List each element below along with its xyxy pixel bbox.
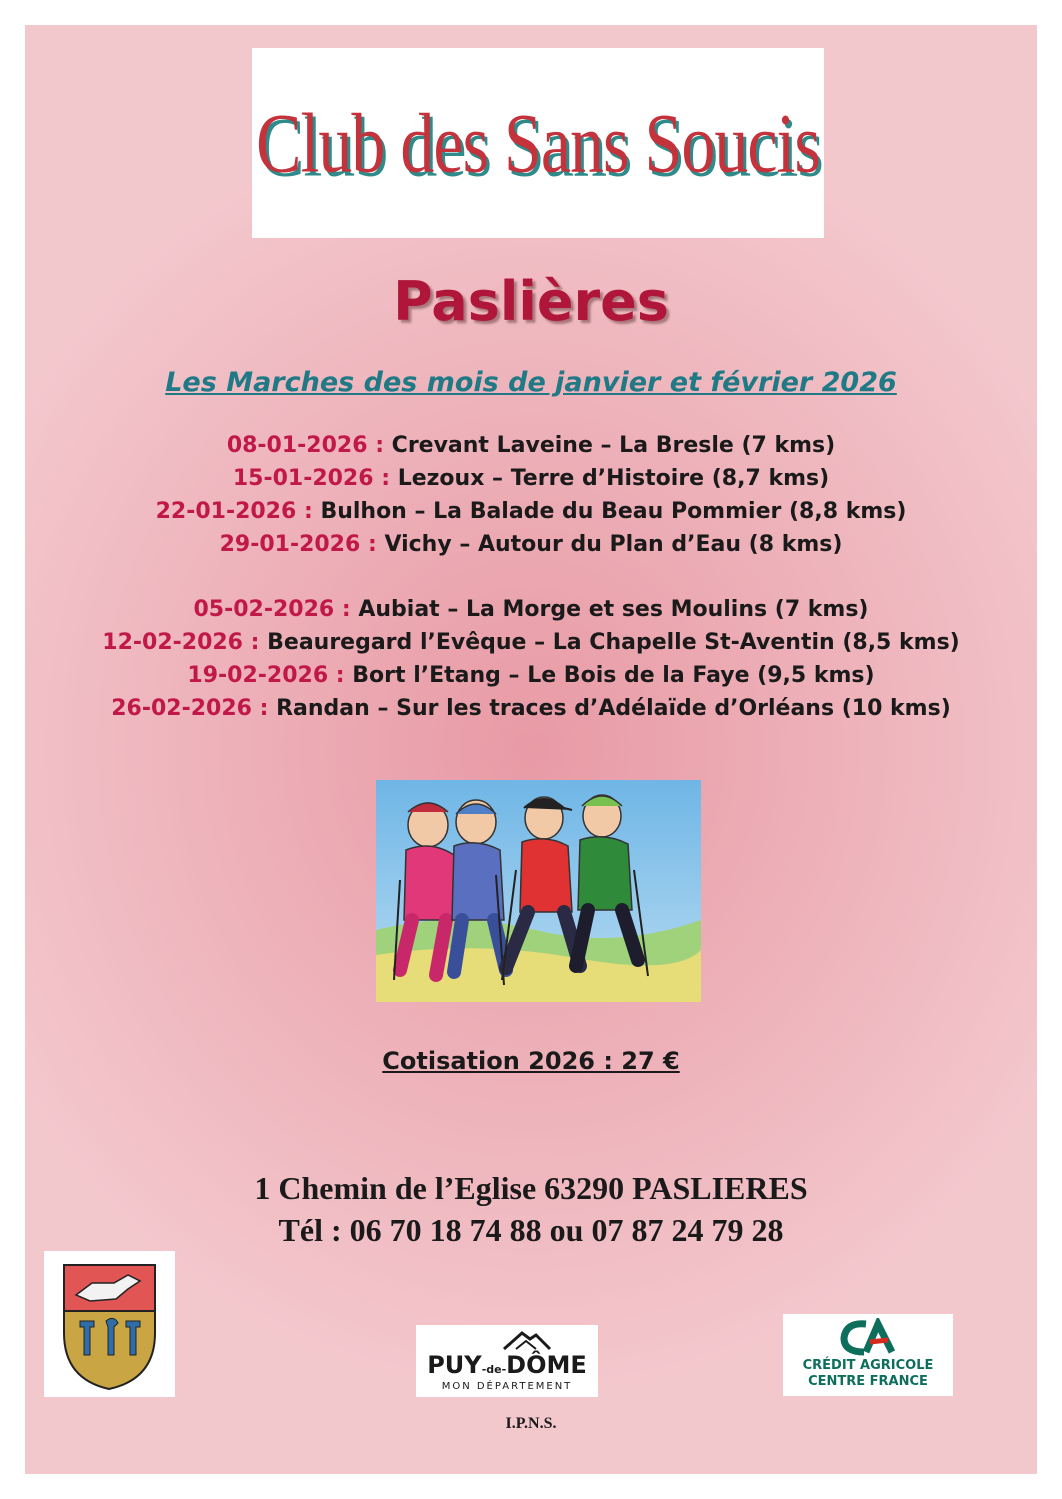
walk-date: 22-01-2026 : bbox=[155, 499, 313, 524]
walks-list-february bbox=[25, 593, 1037, 725]
walks-list-january bbox=[25, 429, 1037, 561]
puy-de-dome-logo bbox=[416, 1325, 598, 1397]
phone-line: Tél : 06 70 18 74 88 ou 07 87 24 79 28 bbox=[278, 1212, 784, 1248]
club-name: Club des Sans Soucis bbox=[256, 94, 820, 190]
puy-de-text: -de- bbox=[481, 1363, 507, 1376]
walk-date: 15-01-2026 : bbox=[232, 466, 391, 491]
ca-line-1: CRÉDIT AGRICOLE bbox=[802, 1358, 934, 1373]
walk-description: Lezoux – Terre d’Histoire (8,7 kms) bbox=[397, 466, 830, 491]
credit-agricole-logo bbox=[783, 1314, 953, 1396]
walks-subtitle: Les Marches des mois de janvier et février 2026 bbox=[165, 367, 897, 398]
walk-date: 29-01-2026 : bbox=[219, 532, 377, 557]
puy-subtitle: MON DÉPARTEMENT bbox=[441, 1381, 573, 1392]
walk-item bbox=[25, 429, 1037, 462]
town-title: Paslières bbox=[393, 270, 669, 333]
walk-date: 26-02-2026 : bbox=[111, 696, 269, 721]
walk-item bbox=[25, 593, 1037, 626]
walk-item bbox=[25, 659, 1037, 692]
membership-fee: Cotisation 2026 : 27 € bbox=[382, 1047, 680, 1075]
walk-date: 19-02-2026 : bbox=[187, 663, 345, 688]
walk-item bbox=[25, 462, 1037, 495]
hikers-illustration bbox=[376, 780, 701, 1002]
walk-date: 08-01-2026 : bbox=[226, 433, 384, 458]
walk-item bbox=[25, 528, 1037, 561]
walk-description: Bulhon – La Balade du Beau Pommier (8,8 kms) bbox=[320, 499, 907, 524]
dome-text: DÔME bbox=[506, 1351, 587, 1379]
ca-line-2: CENTRE FRANCE bbox=[808, 1374, 928, 1389]
walk-description: Beauregard l’Evêque – La Chapelle St-Aventin (8,5 kms) bbox=[267, 630, 960, 655]
ipns-footer: I.P.N.S. bbox=[505, 1415, 557, 1432]
walk-description: Vichy – Autour du Plan d’Eau (8 kms) bbox=[384, 532, 843, 557]
walk-item bbox=[25, 692, 1037, 725]
walk-date: 05-02-2026 : bbox=[193, 597, 351, 622]
walk-item bbox=[25, 495, 1037, 528]
puy-text: PUY bbox=[427, 1351, 482, 1379]
walk-item bbox=[25, 626, 1037, 659]
address-line: 1 Chemin de l’Eglise 63290 PASLIERES bbox=[254, 1170, 808, 1206]
walk-date: 12-02-2026 : bbox=[102, 630, 260, 655]
walk-description: Crevant Laveine – La Bresle (7 kms) bbox=[391, 433, 836, 458]
walk-description: Aubiat – La Morge et ses Moulins (7 kms) bbox=[358, 597, 869, 622]
walk-description: Bort l’Etang – Le Bois de la Faye (9,5 kms) bbox=[352, 663, 875, 688]
club-banner bbox=[252, 48, 824, 238]
coat-of-arms-logo bbox=[44, 1251, 175, 1397]
walk-description: Randan – Sur les traces d’Adélaïde d’Orléans (10 kms) bbox=[276, 696, 951, 721]
poster bbox=[25, 25, 1037, 1474]
